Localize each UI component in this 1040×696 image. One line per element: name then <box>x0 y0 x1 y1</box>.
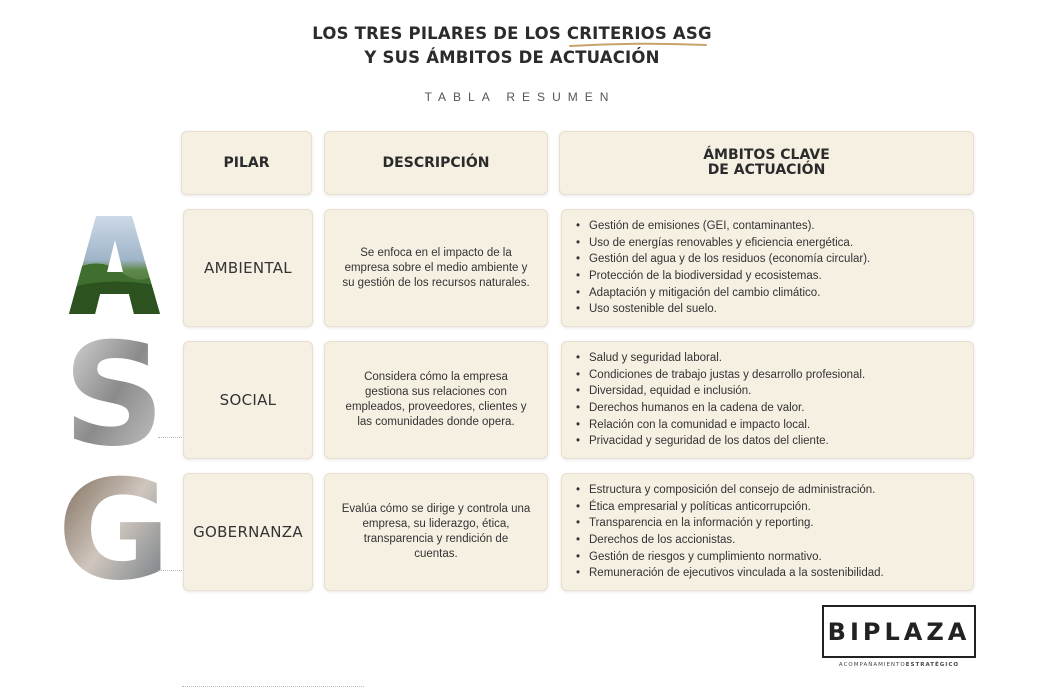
letter-g-image <box>57 450 171 611</box>
list-item: • Transparencia en la información y reporting. <box>576 515 973 532</box>
pillar-label: AMBIENTAL <box>204 259 292 277</box>
areas-cell-gobernanza <box>561 473 974 591</box>
areas-cell-ambiental <box>561 209 974 327</box>
logo-tagline-bold: ESTRATÉGICO <box>905 662 960 668</box>
header-areas-label <box>703 148 830 178</box>
header-areas-cell <box>559 131 974 195</box>
list-item: • Adaptación y mitigación del cambio climático. <box>576 285 973 302</box>
areas-cell-social <box>561 341 974 459</box>
list-item: • Gestión del agua y de los residuos (economía circular). <box>576 251 973 268</box>
list-item: • Protección de la biodiversidad y ecosistemas. <box>576 268 973 285</box>
title-line-2: Y SUS ÁMBITOS DE ACTUACIÓN <box>364 48 660 67</box>
list-item: • Relación con la comunidad e impacto local. <box>576 417 973 434</box>
list-item: • Estructura y composición del consejo de administración. <box>576 482 973 499</box>
letter-s-image <box>62 313 166 478</box>
list-item: • Ética empresarial y políticas anticorrupción. <box>576 499 973 516</box>
list-item: • Condiciones de trabajo justas y desarrollo profesional. <box>576 367 973 384</box>
biplaza-logo <box>822 605 976 658</box>
header-description-cell <box>324 131 548 195</box>
list-item: • Diversidad, equidad e inclusión. <box>576 383 973 400</box>
page-title <box>0 22 1024 70</box>
connector-line-s <box>158 437 182 438</box>
list-item: • Derechos humanos en la cadena de valor. <box>576 400 973 417</box>
description-text: Se enfoca en el impacto de la empresa sobre el medio ambiente y su gestión de los recursos naturales. <box>342 246 530 289</box>
description-cell-social <box>324 341 548 459</box>
letter-a-image <box>66 214 162 316</box>
list-item: • Salud y seguridad laboral. <box>576 350 973 367</box>
pillar-label: SOCIAL <box>219 391 277 409</box>
list-item: • Gestión de riesgos y cumplimiento normativo. <box>576 549 973 566</box>
pillar-cell-gobernanza <box>183 473 313 591</box>
logo-tagline-regular: ACOMPAÑAMIENTO <box>838 662 906 668</box>
page-subtitle: TABLA RESUMEN <box>424 90 616 104</box>
list-item: • Privacidad y seguridad de los datos del cliente. <box>576 433 973 450</box>
areas-list <box>562 482 973 582</box>
pillar-cell-social <box>183 341 313 459</box>
list-item: • Derechos de los accionistas. <box>576 532 973 549</box>
header-description-label: DESCRIPCIÓN <box>382 154 490 171</box>
logo-tagline <box>822 662 976 668</box>
svg-text:S: S <box>62 313 166 478</box>
list-item: • Uso sostenible del suelo. <box>576 301 973 318</box>
connector-line-g <box>158 570 182 571</box>
logo-brand: BIPLAZA <box>827 617 971 646</box>
areas-list <box>562 350 973 450</box>
header-areas-line-1: ÁMBITOS CLAVE <box>703 147 830 163</box>
svg-text:G: G <box>57 450 171 611</box>
header-pillar-cell <box>181 131 312 195</box>
list-item: • Uso de energías renovables y eficiencia energética. <box>576 235 973 252</box>
list-item: • Gestión de emisiones (GEI, contaminantes). <box>576 218 973 235</box>
footer-dotted-line <box>182 686 364 687</box>
description-cell-ambiental <box>324 209 548 327</box>
pillar-label: GOBERNANZA <box>193 523 303 541</box>
pillar-cell-ambiental <box>183 209 313 327</box>
areas-list <box>562 218 973 318</box>
description-text: Evalúa cómo se dirige y controla una empresa, su liderazgo, ética, transparencia y rendición de cuentas. <box>341 503 531 560</box>
title-underline-decoration <box>568 42 708 48</box>
header-pillar-label: PILAR <box>223 154 270 171</box>
description-text: Considera cómo la empresa gestiona sus relaciones con empleados, proveedores, clientes y las comunidades donde opera. <box>345 371 527 428</box>
list-item: • Remuneración de ejecutivos vinculada a la sostenibilidad. <box>576 565 973 582</box>
header-areas-line-2: DE ACTUACIÓN <box>707 162 826 178</box>
title-line-1: LOS TRES PILARES DE LOS CRITERIOS ASG <box>312 24 712 43</box>
description-cell-gobernanza <box>324 473 548 591</box>
